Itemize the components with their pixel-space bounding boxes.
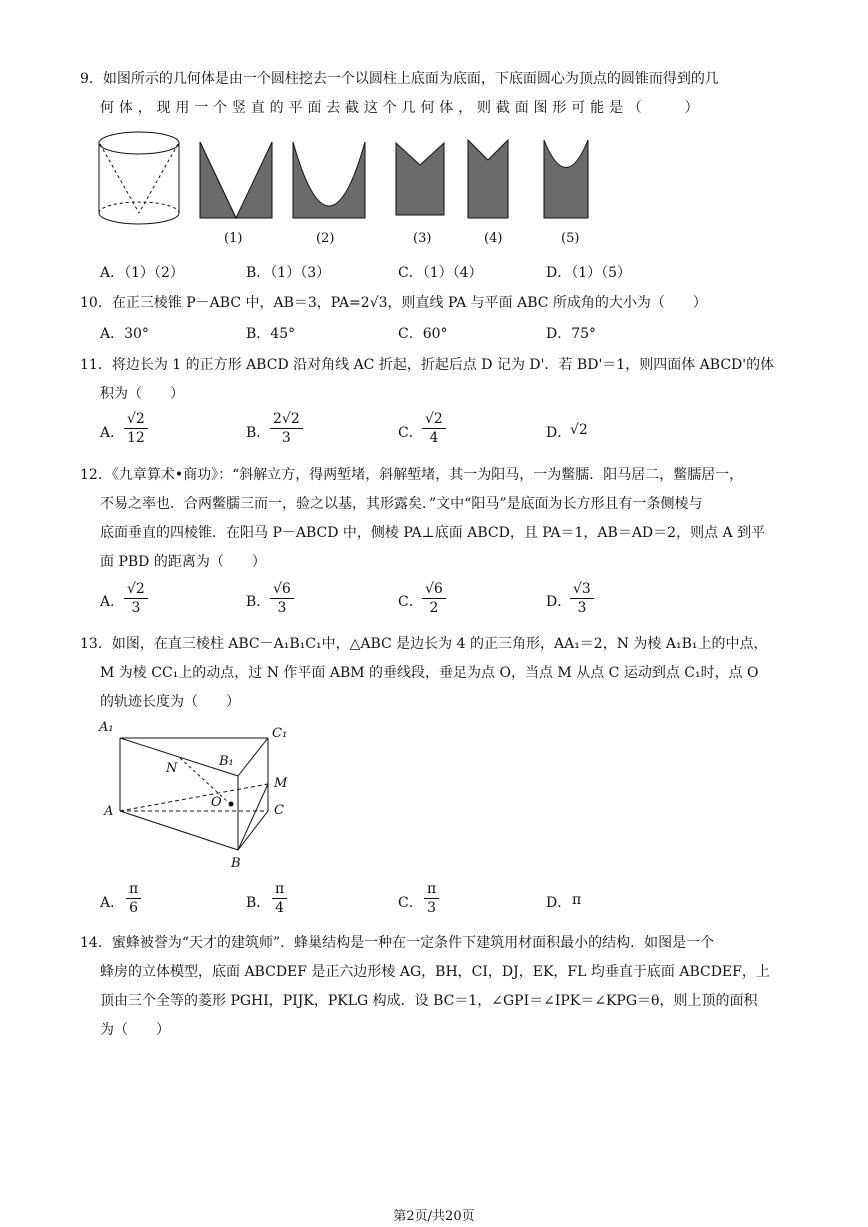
q11-b-den: 3	[281, 430, 291, 446]
q12-a-num: √2	[124, 580, 148, 599]
q12-b-den: 3	[277, 600, 287, 616]
q13-line2: M 为棱 CC₁上的动点，过 N 作平面 ABM 的垂线段，垂足为点 O，当点 M 从点 C 运动到点 C₁时，点 O	[100, 665, 759, 681]
q13-point-b1: B₁	[219, 754, 234, 769]
q9-section-3	[396, 143, 456, 233]
q13-c-num: π	[424, 880, 439, 899]
q12-c-num: √6	[422, 580, 446, 599]
q9-option-c[interactable]: C．（1）（4）	[398, 265, 483, 281]
q11-option-a-value[interactable]	[124, 410, 148, 447]
q12-line3: 底面垂直的四棱锥．在阳马 P－ABCD 中，侧棱 PA⊥底面 ABCD，且 PA＝1，AB＝AD＝2，则点 A 到平	[100, 525, 766, 541]
q14-line1: 14．蜜蜂被誉为“天才的建筑师”．蜂巢结构是一种在一定条件下建筑用材面积最小的结构．如图是一个	[80, 935, 715, 951]
q12-line1: 12．《九章算术•商功》：“斜解立方，得两堑堵，斜解堑堵，其一为阳马，一为鳖臑．阳马居二，鳖臑居一，	[80, 467, 744, 483]
q12-d-den: 3	[577, 600, 587, 616]
q13-a-num: π	[126, 880, 141, 899]
q11-option-c-letter[interactable]: C．	[398, 425, 423, 441]
q12-line4: 面 PBD 的距离为（ ）	[100, 554, 266, 570]
q13-point-n: N	[166, 761, 178, 776]
q9-option-d[interactable]: D．（1）（5）	[546, 265, 632, 281]
q12-c-den: 2	[429, 600, 439, 616]
q9-fig-label-5: (5)	[561, 231, 580, 246]
q13-c-den: 3	[427, 900, 437, 916]
q9-line2: 何 体 ， 现 用 一 个 竖 直 的 平 面 去 截 这 个 几 何 体 ， 则 截 面 图 形 可 能 是 （ ）	[100, 100, 699, 116]
q12-a-den: 3	[131, 600, 141, 616]
q12-b-num: √6	[270, 580, 294, 599]
q12-option-d-value[interactable]	[570, 580, 594, 617]
q14-line2: 蜂房的立体模型，底面 ABCDEF 是正六边形棱 AG，BH，CI，DJ，EK，FL 均垂直于底面 ABCDEF，上	[100, 964, 770, 980]
q13-line1: 13．如图，在直三棱柱 ABC－A₁B₁C₁中，△ABC 是边长为 4 的正三角形，AA₁＝2，N 为棱 A₁B₁上的中点，	[80, 636, 768, 652]
q12-option-d-letter[interactable]: D．	[546, 594, 572, 610]
q9-line1: 9．如图所示的几何体是由一个圆柱挖去一个以圆柱上底面为底面，下底面圆心为顶点的圆锥而得到的几	[80, 71, 719, 87]
q11-option-d-value[interactable]: √2	[570, 422, 588, 438]
q13-option-d-value[interactable]: π	[572, 892, 582, 908]
q13-point-c: C	[274, 803, 284, 818]
q11-option-d-letter[interactable]: D．	[546, 425, 572, 441]
q9-option-a[interactable]: A．（1）（2）	[100, 265, 184, 281]
q12-d-num: √3	[570, 580, 594, 599]
q11-c-num: √2	[422, 410, 446, 429]
q14-line3: 顶由三个全等的菱形 PGHI，PIJK，PKLG 构成．设 BC＝1，∠GPI＝∠IPK＝∠KPG＝θ，则上顶的面积	[100, 993, 758, 1009]
q11-option-c-value[interactable]	[422, 410, 446, 447]
q13-prism-figure	[95, 718, 295, 878]
q9-option-b[interactable]: B．（1）（3）	[246, 265, 331, 281]
q9-section-2	[293, 140, 373, 230]
q9-section-4	[468, 140, 528, 230]
q9-section-1	[200, 140, 280, 230]
q13-option-c-value[interactable]	[424, 880, 439, 917]
q11-line1: 11．将边长为 1 的正方形 ABCD 沿对角线 AC 折起，折起后点 D 记为 D'．若 BD'＝1，则四面体 ABCD'的体	[80, 357, 775, 373]
q12-option-c-value[interactable]	[422, 580, 446, 617]
q13-option-a-value[interactable]	[126, 880, 141, 917]
q13-b-den: 4	[275, 900, 285, 916]
q13-a-den: 6	[129, 900, 139, 916]
q9-section-5	[544, 140, 604, 230]
q12-option-c-letter[interactable]: C．	[398, 594, 423, 610]
q11-a-den: 12	[127, 430, 145, 446]
q13-point-a1: A₁	[99, 720, 114, 735]
q13-point-c1: C₁	[272, 726, 288, 741]
q13-option-c-letter[interactable]: C．	[398, 895, 423, 911]
q11-line2: 积为（ ）	[100, 386, 184, 402]
q10-line1: 10．在正三棱锥 P－ABC 中，AB＝3，PA=2√3，则直线 PA 与平面 ABC 所成角的大小为（ ）	[80, 295, 707, 311]
q11-option-b-letter[interactable]: B．	[246, 425, 271, 441]
q11-c-den: 4	[429, 430, 439, 446]
q9-fig-label-4: (4)	[484, 231, 503, 246]
q11-option-b-value[interactable]	[270, 410, 303, 447]
q13-option-a-letter[interactable]: A．	[100, 895, 125, 911]
q11-b-num: 2√2	[270, 410, 303, 429]
q9-fig-label-3: (3)	[413, 231, 432, 246]
q13-point-a: A	[104, 804, 114, 819]
q13-option-b-letter[interactable]: B．	[246, 895, 271, 911]
q10-option-b[interactable]: B．45°	[246, 326, 296, 342]
q9-fig-label-1: (1)	[224, 231, 243, 246]
q12-option-a-letter[interactable]: A．	[100, 594, 125, 610]
q13-point-b: B	[231, 856, 241, 871]
q9-cylinder-figure	[95, 128, 185, 238]
q13-option-d-letter[interactable]: D．	[546, 895, 572, 911]
q13-line3: 的轨迹长度为（ ）	[100, 694, 240, 710]
q13-b-num: π	[272, 880, 287, 899]
q11-a-num: √2	[124, 410, 148, 429]
q11-option-a-letter[interactable]: A．	[100, 425, 125, 441]
q13-point-m: M	[274, 776, 288, 791]
q10-option-a[interactable]: A．30°	[100, 326, 149, 342]
q13-option-b-value[interactable]	[272, 880, 287, 917]
q9-fig-label-2: (2)	[316, 231, 335, 246]
q12-line2: 不易之率也．合两鳖臑三而一，验之以基，其形露矣．”文中“阳马”是底面为长方形且有一条侧棱与	[100, 496, 703, 512]
q12-option-b-letter[interactable]: B．	[246, 594, 271, 610]
q13-point-o: O	[211, 795, 222, 810]
q12-option-b-value[interactable]	[270, 580, 294, 617]
q14-line4: 为（ ）	[100, 1022, 170, 1038]
q10-option-c[interactable]: C．60°	[398, 326, 448, 342]
q10-option-d[interactable]: D．75°	[546, 326, 597, 342]
q12-option-a-value[interactable]	[124, 580, 148, 617]
page-number: 第2页/共20页	[393, 1209, 475, 1224]
